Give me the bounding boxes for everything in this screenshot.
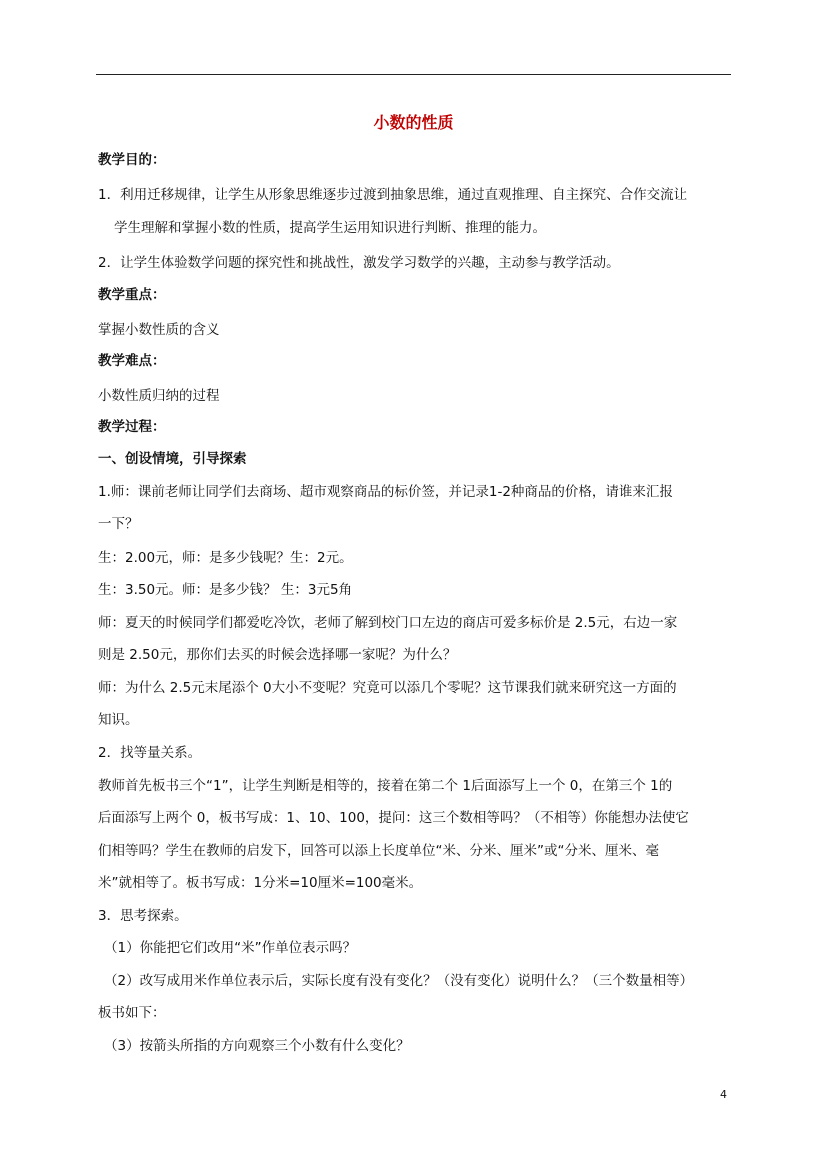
text-line: 教师首先板书三个“1”，让学生判断是相等的，接着在第二个 1后面添写上一个 0，在第三个 1的 <box>98 778 673 794</box>
text-line: （2）改写成用米作单位表示后，实际长度有没有变化？（没有变化）说明什么？（三个数量相等） <box>104 973 694 989</box>
text-line: 后面添写上两个 0，板书写成：1、10、100，提问：这三个数相等吗？（不相等）你能想办法使它 <box>98 810 689 826</box>
subsection-heading: 一、创设情境，引导探索 <box>98 451 247 467</box>
text-line: （1）你能把它们改用“米”作单位表示吗？ <box>104 940 357 956</box>
text-line: 1.师：课前老师让同学们去商场、超市观察商品的标价签，并记录1-2种商品的价格，请谁来汇报 <box>98 484 673 500</box>
header-rule <box>96 74 731 75</box>
text-line: 一下？ <box>98 516 139 532</box>
text-line: 们相等吗？学生在教师的启发下，回答可以添上长度单位“米、分米、厘米”或“分米、厘米、毫 <box>98 843 659 859</box>
section-heading-process: 教学过程： <box>98 419 166 435</box>
text-line: 1．利用迁移规律，让学生从形象思维逐步过渡到抽象思维，通过直观推理、自主探究、合作交流让 <box>98 187 688 203</box>
text-line: 3．思考探索。 <box>98 908 188 924</box>
section-heading-difficulties: 教学难点： <box>98 353 166 369</box>
text-line: 生：2.00元，师：是多少钱呢？生：2元。 <box>98 550 353 566</box>
text-line: 米”就相等了。板书写成：1分米=10厘米=100毫米。 <box>98 875 423 891</box>
text-line: 小数性质归纳的过程 <box>98 388 220 404</box>
section-heading-key-points: 教学重点： <box>98 287 166 303</box>
text-line: 学生理解和掌握小数的性质，提高学生运用知识进行判断、推理的能力。 <box>114 220 546 236</box>
text-line: 师：为什么 2.5元末尾添个 0大小不变呢？究竟可以添几个零呢？这节课我们就来研究这一方面的 <box>98 680 677 696</box>
text-line: 掌握小数性质的含义 <box>98 322 220 338</box>
text-line: 知识。 <box>98 712 139 728</box>
text-line: 2．找等量关系。 <box>98 745 202 761</box>
text-line: 师：夏天的时候同学们都爱吃冷饮，老师了解到校门口左边的商店可爱多标价是 2.5元，右边一家 <box>98 615 678 631</box>
text-line: （3）按箭头所指的方向观察三个小数有什么变化？ <box>104 1038 410 1054</box>
text-line: 2．让学生体验数学问题的探究性和挑战性，激发学习数学的兴趣，主动参与教学活动。 <box>98 255 620 271</box>
page-number: 4 <box>720 1088 727 1101</box>
text-line: 板书如下： <box>98 1005 166 1021</box>
text-line: 生：3.50元。师：是多少钱？ 生：3元5角 <box>98 582 353 598</box>
page-title: 小数的性质 <box>373 113 454 132</box>
text-line: 则是 2.50元，那你们去买的时候会选择哪一家呢？为什么？ <box>98 647 457 663</box>
section-heading-objectives: 教学目的： <box>98 152 166 168</box>
